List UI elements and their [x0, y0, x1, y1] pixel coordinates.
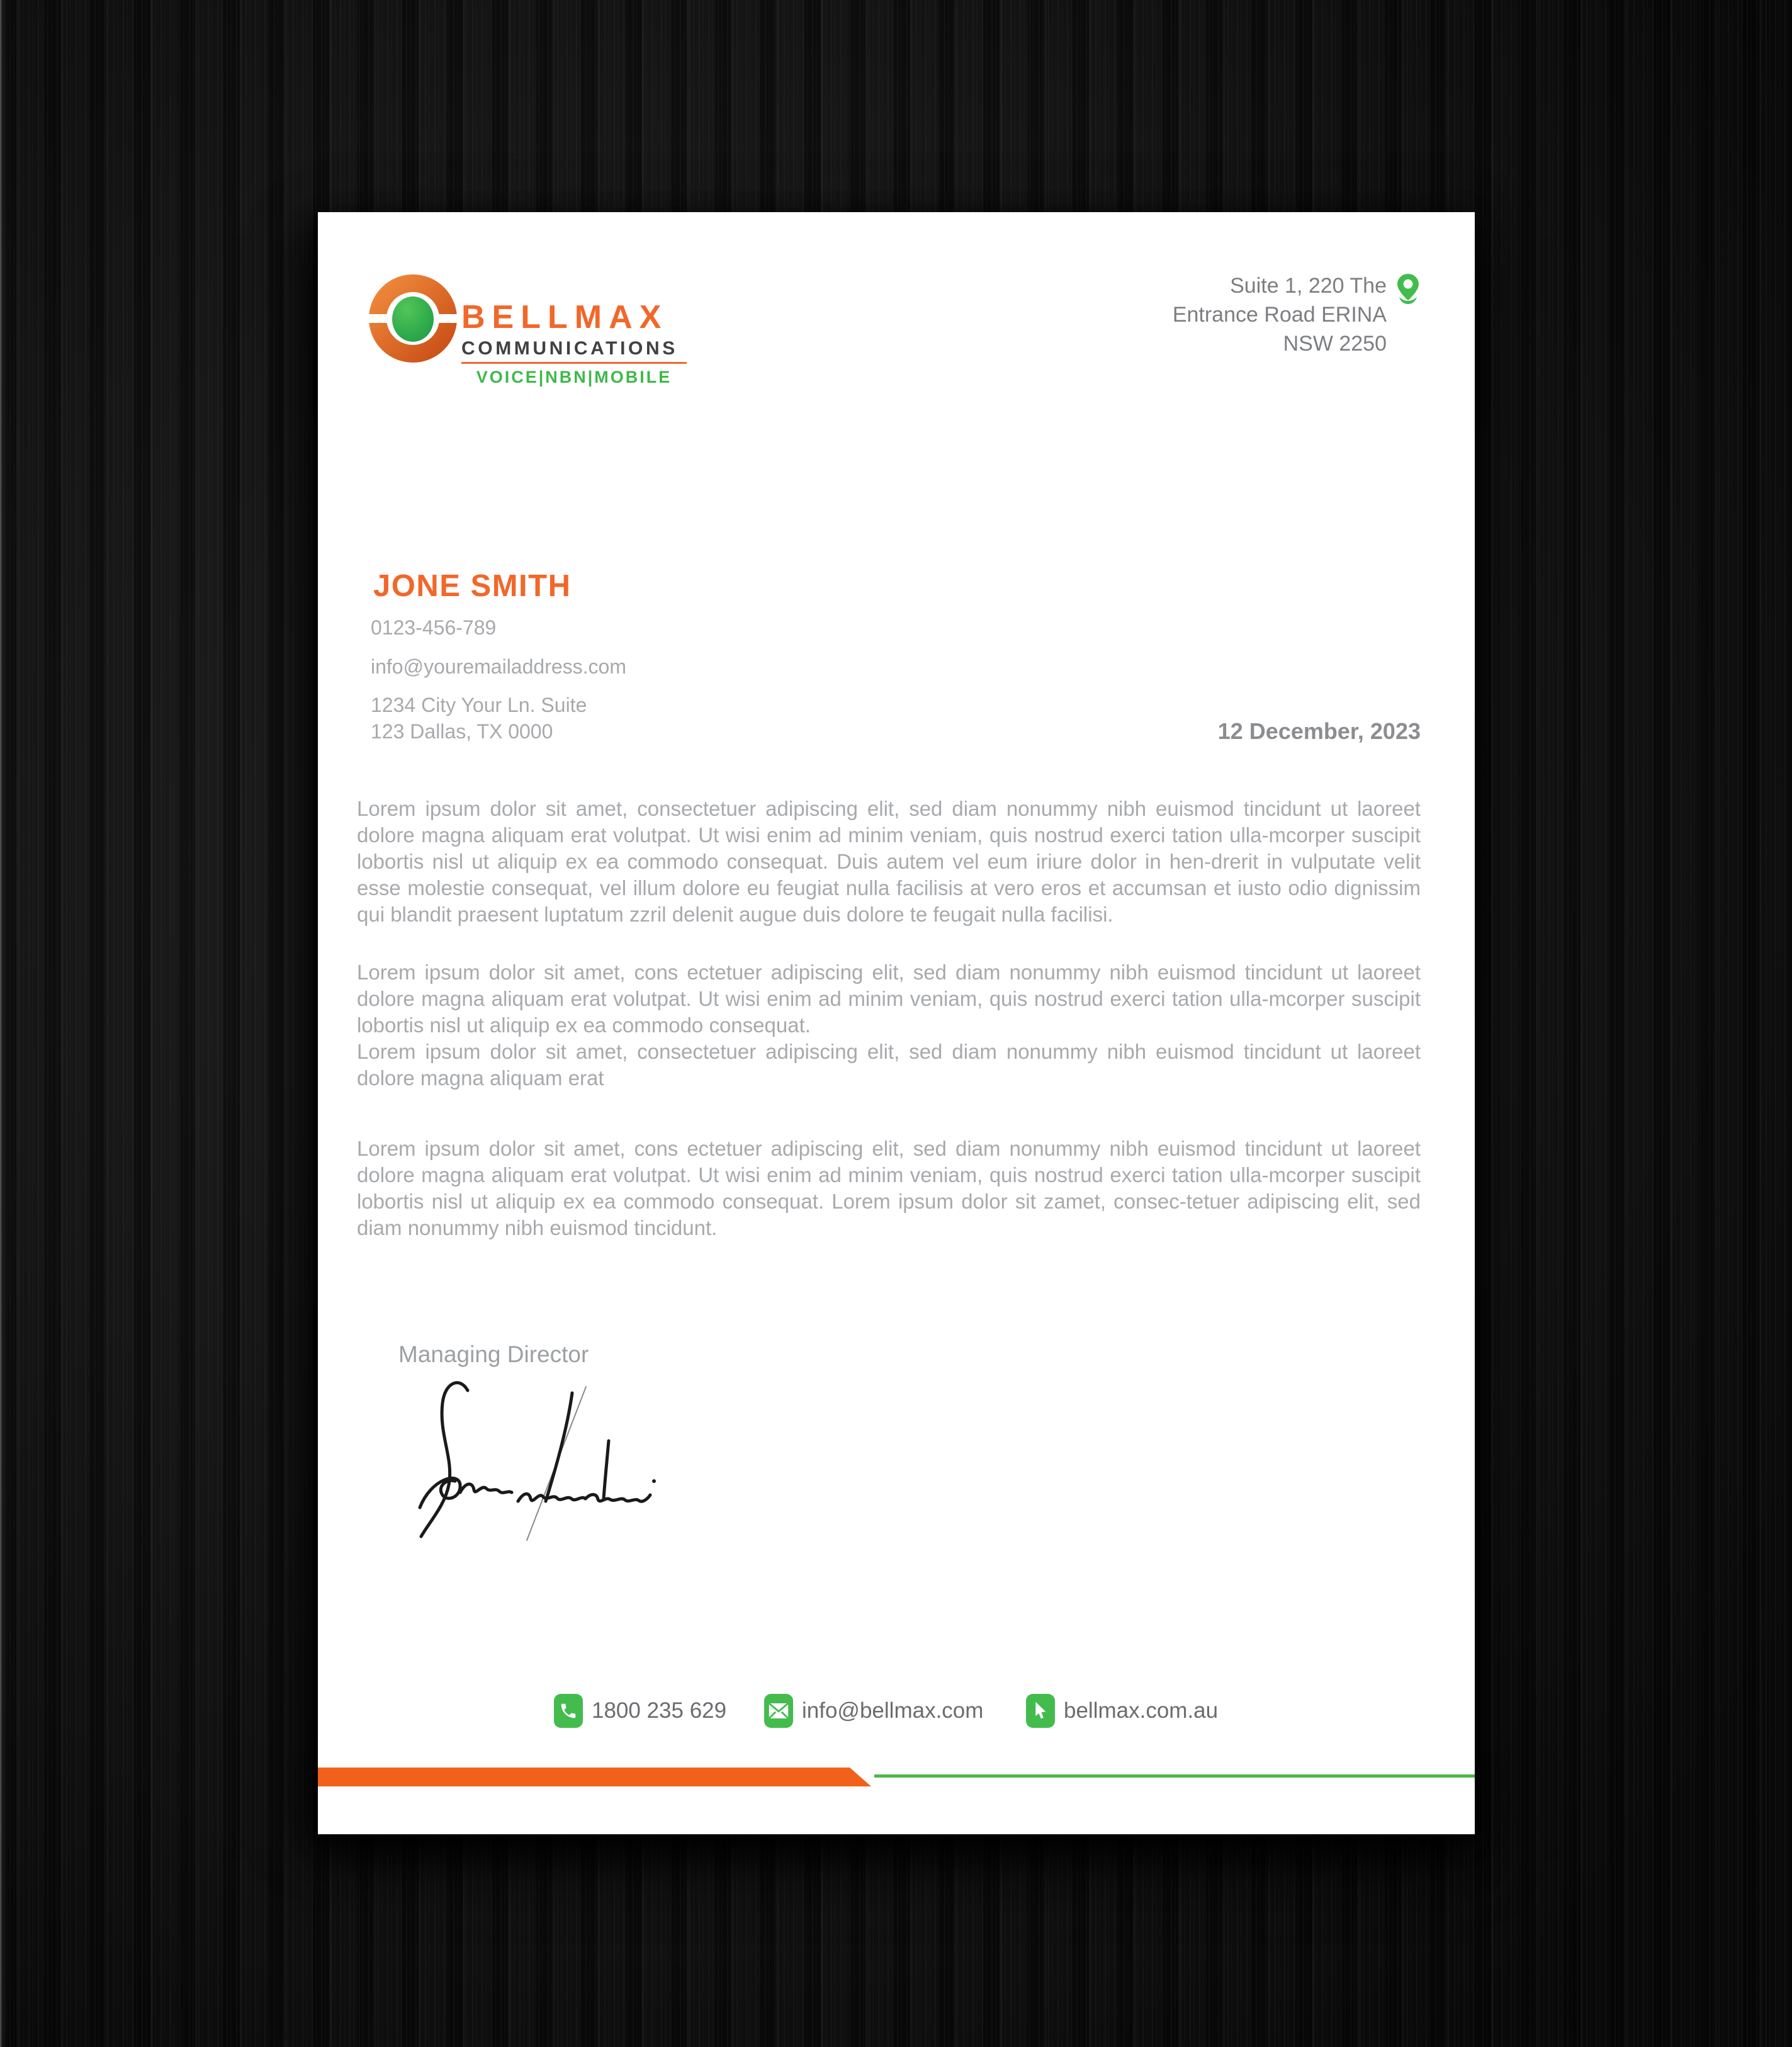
signatory-title: Managing Director [398, 1341, 589, 1367]
cursor-icon [1026, 1694, 1055, 1728]
office-address [1173, 271, 1387, 358]
phone-icon [554, 1694, 583, 1728]
office-address-line: NSW 2250 [1283, 332, 1387, 356]
footer-email [764, 1694, 983, 1728]
logo-subtitle: COMMUNICATIONS [461, 338, 678, 359]
recipient-name: JONE SMITH [373, 569, 572, 603]
logo-company-name: BELLMAX [461, 299, 668, 336]
body-paragraph: Lorem ipsum dolor sit amet, cons ectetuer adipiscing elit, sed diam nonummy nibh euismod tincidunt ut laoreet dolore magna aliquam erat volutpat. Ut wisi enim ad minim veniam, quis nostrud exerci tation ulla-mcorper suscipit lobortis nisl ut aliquip ex ea commodo consequat. Lorem ipsum dolor sit zamet, consec-tetuer adipiscing elit, sed diam nonummy nibh euismod tincidunt. [357, 1137, 1421, 1239]
recipient-address-line: 1234 City Your Ln. Suite [371, 694, 587, 716]
location-pin-icon [1394, 274, 1422, 304]
office-address-line: Suite 1, 220 The [1230, 274, 1387, 298]
footer-website [1026, 1694, 1218, 1728]
footer-orange-bar [318, 1768, 871, 1786]
envelope-icon [764, 1694, 793, 1728]
body-paragraph: Lorem ipsum dolor sit amet, consectetuer adipiscing elit, sed diam nonummy nibh euismod tincidunt ut laoreet dolore magna aliquam erat [357, 1040, 1421, 1090]
recipient-phone: 0123-456-789 [371, 616, 497, 639]
letter-date: 12 December, 2023 [1217, 718, 1421, 744]
footer-website-url: bellmax.com.au [1064, 1698, 1219, 1723]
footer-green-line [874, 1774, 1475, 1778]
company-logo [461, 300, 687, 387]
office-address-line: Entrance Road ERINA [1172, 303, 1387, 327]
footer-phone-number: 1800 235 629 [592, 1698, 727, 1723]
recipient-address-line: 123 Dallas, TX 0000 [371, 720, 553, 743]
logo-divider [461, 362, 687, 364]
body-paragraph: Lorem ipsum dolor sit amet, cons ectetuer adipiscing elit, sed diam nonummy nibh euismod tincidunt ut laoreet dolore magna aliquam erat volutpat. Ut wisi enim ad minim veniam, quis nostrud exerci tation ulla-mcorper suscipit lobortis nisl ut aliquip ex ea commodo consequat. [357, 961, 1421, 1037]
logo-tagline: VOICE|NBN|MOBILE [476, 368, 672, 386]
bellmax-logo-icon [367, 273, 459, 364]
footer-email-address: info@bellmax.com [802, 1698, 984, 1723]
letter-body [357, 796, 1421, 1241]
recipient-email: info@youremailaddress.com [371, 655, 626, 678]
letter-page [318, 212, 1475, 1834]
recipient-address [371, 692, 587, 745]
body-paragraph: Lorem ipsum dolor sit amet, consectetuer adipiscing elit, sed diam nonummy nibh euismod tincidunt ut laoreet dolore magna aliquam erat volutpat. Ut wisi enim ad minim veniam, quis nostrud exerci tation ulla-mcorper suscipit lobortis nisl ut aliquip ex ea commodo consequat. Duis autem vel eum iriure dolor in hen-drerit in vulputate velit esse molestie consequat, vel illum dolore eu feugiat nulla facilisis at vero eros et accumsan et iusto odio dignissim qui blandit praesent luptatum zzril delenit augue duis dolore te feugait nulla facilisi. [357, 797, 1421, 926]
footer-phone [554, 1694, 726, 1728]
signature-scribble [393, 1375, 683, 1545]
